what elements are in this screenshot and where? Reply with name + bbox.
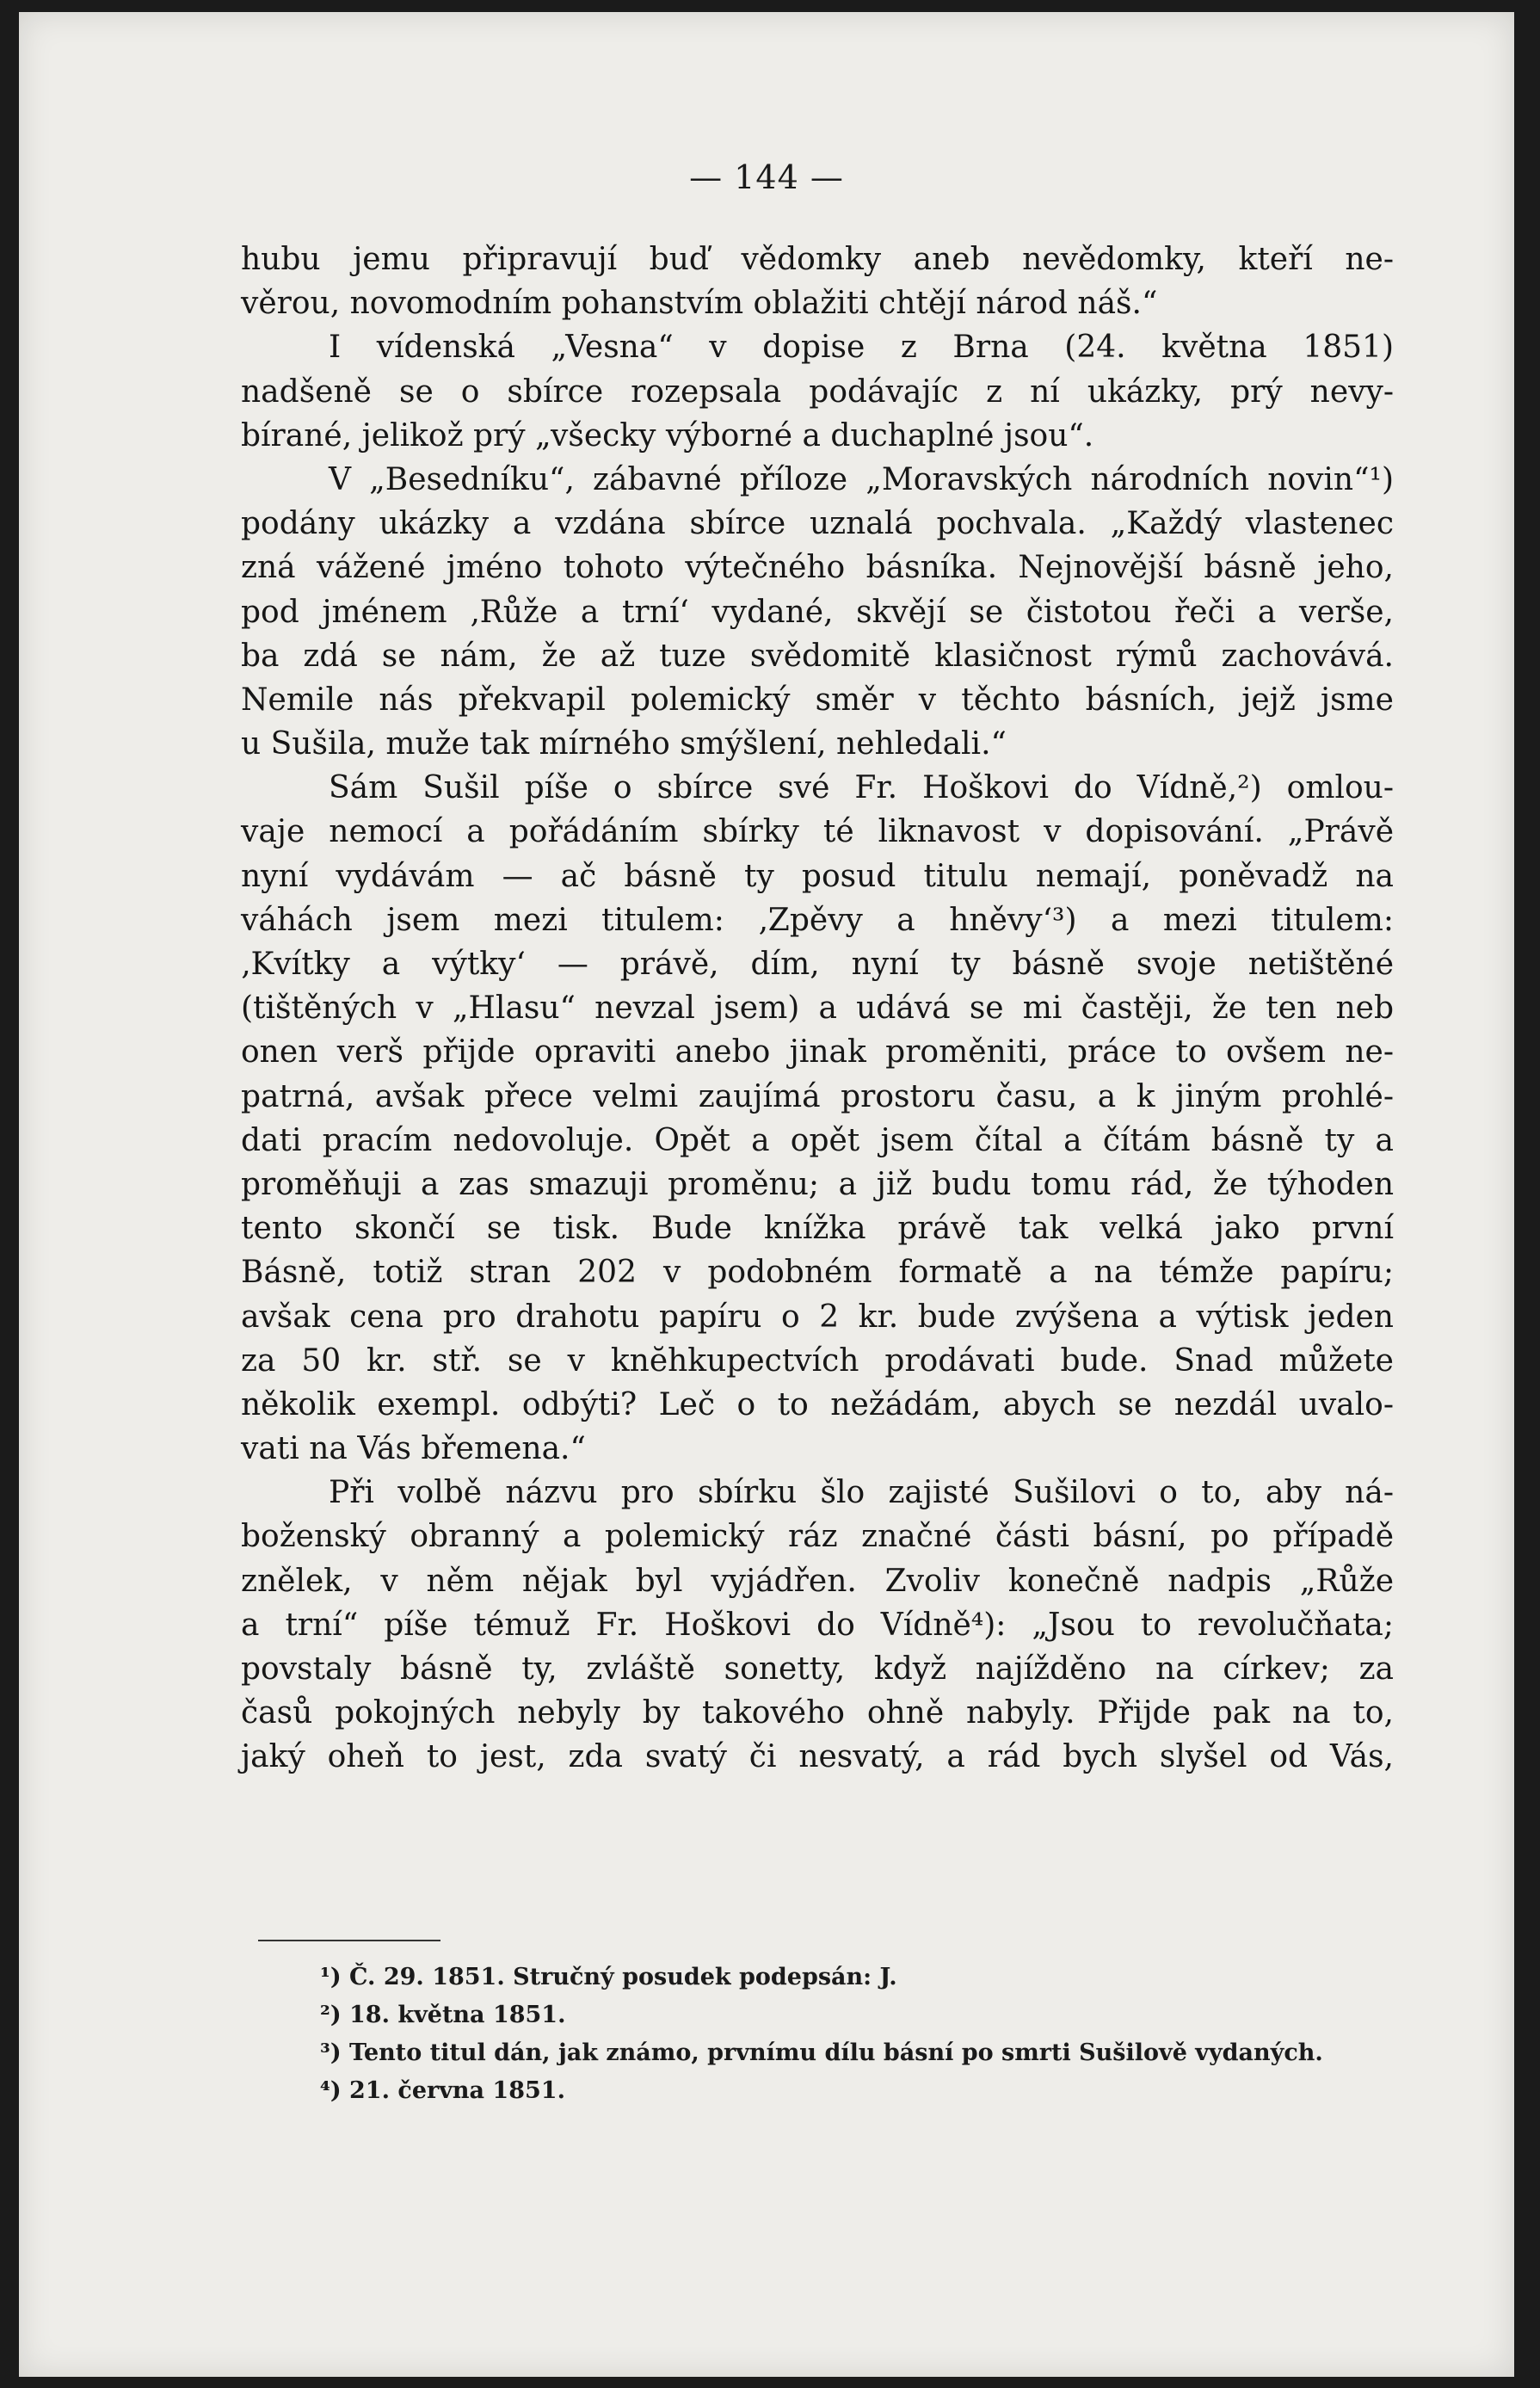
body-text — [241, 238, 1394, 1780]
text-line: věrou, novomodním pohanstvím oblažiti chtějí národ náš.“ — [241, 286, 1158, 322]
text-line: Nemile nás překvapil polemický směr v těchto básních, jejž jsme — [241, 682, 1394, 718]
text-line: tento skončí se tisk. Bude knížka právě tak velká jako první — [241, 1211, 1394, 1247]
text-line: u Sušila, muže tak mírného smýšlení, nehledali.“ — [241, 726, 1007, 762]
text-line: bírané, jelikož prý „všecky výborné a duchaplné jsou“. — [241, 417, 1094, 454]
text-line: Sám Sušil píše o sbírce své Fr. Hoškovi do Vídně,²) omlou- — [329, 770, 1394, 806]
text-line: jaký oheň to jest, zda svatý či nesvatý, a rád bych slyšel od Vás, — [241, 1739, 1394, 1775]
footnote-rule — [258, 1940, 440, 1941]
text-line: dati pracím nedovoluje. Opět a opět jsem čítal a čítám básně ty a — [241, 1122, 1394, 1158]
text-line: hubu jemu připravují buď vědomky aneb nevědomky, kteří ne- — [241, 242, 1394, 277]
text-line: znělek, v něm nějak byl vyjádřen. Zvoliv konečně nadpis „Růže — [241, 1563, 1394, 1599]
footnote: ⁴) 21. června 1851. — [320, 2077, 565, 2104]
text-line: povstaly básně ty, zvláště sonetty, když najížděno na církev; za — [241, 1651, 1394, 1687]
book-page — [19, 12, 1514, 2377]
text-line: vati na Vás břemena.“ — [241, 1431, 586, 1467]
text-line: ba zdá se nám, že až tuze svědomitě klasičnost rýmů zachovává. — [241, 638, 1394, 674]
text-line: V „Besedníku“, zábavné příloze „Moravských národních novin“¹) — [329, 461, 1394, 497]
text-line: nyní vydávám — ač básně ty posud titulu nemají, poněvadž na — [241, 858, 1394, 894]
page-number: — 144 — — [689, 158, 844, 196]
text-line: časů pokojných nebyly by takového ohně nabyly. Přijde pak na to, — [241, 1695, 1394, 1731]
text-line: zná vážené jméno tohoto výtečného básníka. Nejnovější básně jeho, — [241, 550, 1394, 586]
footnote: ³) Tento titul dán, jak známo, prvnímu dílu básní po smrti Sušilově vydaných. — [320, 2039, 1323, 2066]
text-line: patrná, avšak přece velmi zaujímá prostoru času, a k jiným prohlé- — [241, 1078, 1394, 1114]
text-line: vaje nemocí a pořádáním sbírky té liknavost v dopisování. „Právě — [241, 814, 1394, 850]
footnote: ²) 18. května 1851. — [320, 2002, 566, 2028]
text-line: ‚Kvítky a výtky‘ — právě, dím, nyní ty básně svoje netištěné — [241, 947, 1394, 982]
text-line: avšak cena pro drahotu papíru o 2 kr. bude zvýšena a výtisk jeden — [241, 1299, 1394, 1335]
text-line: I vídenská „Vesna“ v dopise z Brna (24. května 1851) — [329, 330, 1394, 366]
text-line: nadšeně se o sbírce rozepsala podávajíc z ní ukázky, prý nevy- — [241, 373, 1394, 410]
text-line: Při volbě názvu pro sbírku šlo zajisté Sušilovi o to, aby ná- — [329, 1475, 1394, 1511]
footnote: ¹) Č. 29. 1851. Stručný posudek podepsán: J. — [320, 1964, 897, 1990]
text-line: onen verš přijde opraviti anebo jinak proměniti, práce to ovšem ne- — [241, 1034, 1394, 1071]
footnotes — [320, 1959, 1395, 2110]
text-line: (tištěných v „Hlasu“ nevzal jsem) a udává se mi častěji, že ten neb — [241, 990, 1394, 1027]
text-line: boženský obranný a polemický ráz značné části básní, po případě — [241, 1519, 1394, 1555]
text-line: proměňuji a zas smazuji proměnu; a již budu tomu rád, že týhoden — [241, 1166, 1394, 1202]
text-line: a trní“ píše témuž Fr. Hoškovi do Vídně⁴): „Jsou to revolučňata; — [241, 1607, 1394, 1643]
text-line: váhách jsem mezi titulem: ‚Zpěvy a hněvy‘³) a mezi titulem: — [241, 902, 1394, 938]
text-line: několik exempl. odbýti? Leč o to nežádám, abych se nezdál uvalo- — [241, 1386, 1394, 1422]
text-line: za 50 kr. stř. se v knĕhkupectvích prodávati bude. Snad můžete — [241, 1342, 1394, 1379]
text-line: podány ukázky a vzdána sbírce uznalá pochvala. „Každý vlastenec — [241, 506, 1394, 542]
text-line: Básně, totiž stran 202 v podobném formatě a na témže papíru; — [241, 1255, 1394, 1291]
text-line: pod jménem ‚Růže a trní‘ vydané, skvějí se čistotou řeči a verše, — [241, 594, 1394, 630]
